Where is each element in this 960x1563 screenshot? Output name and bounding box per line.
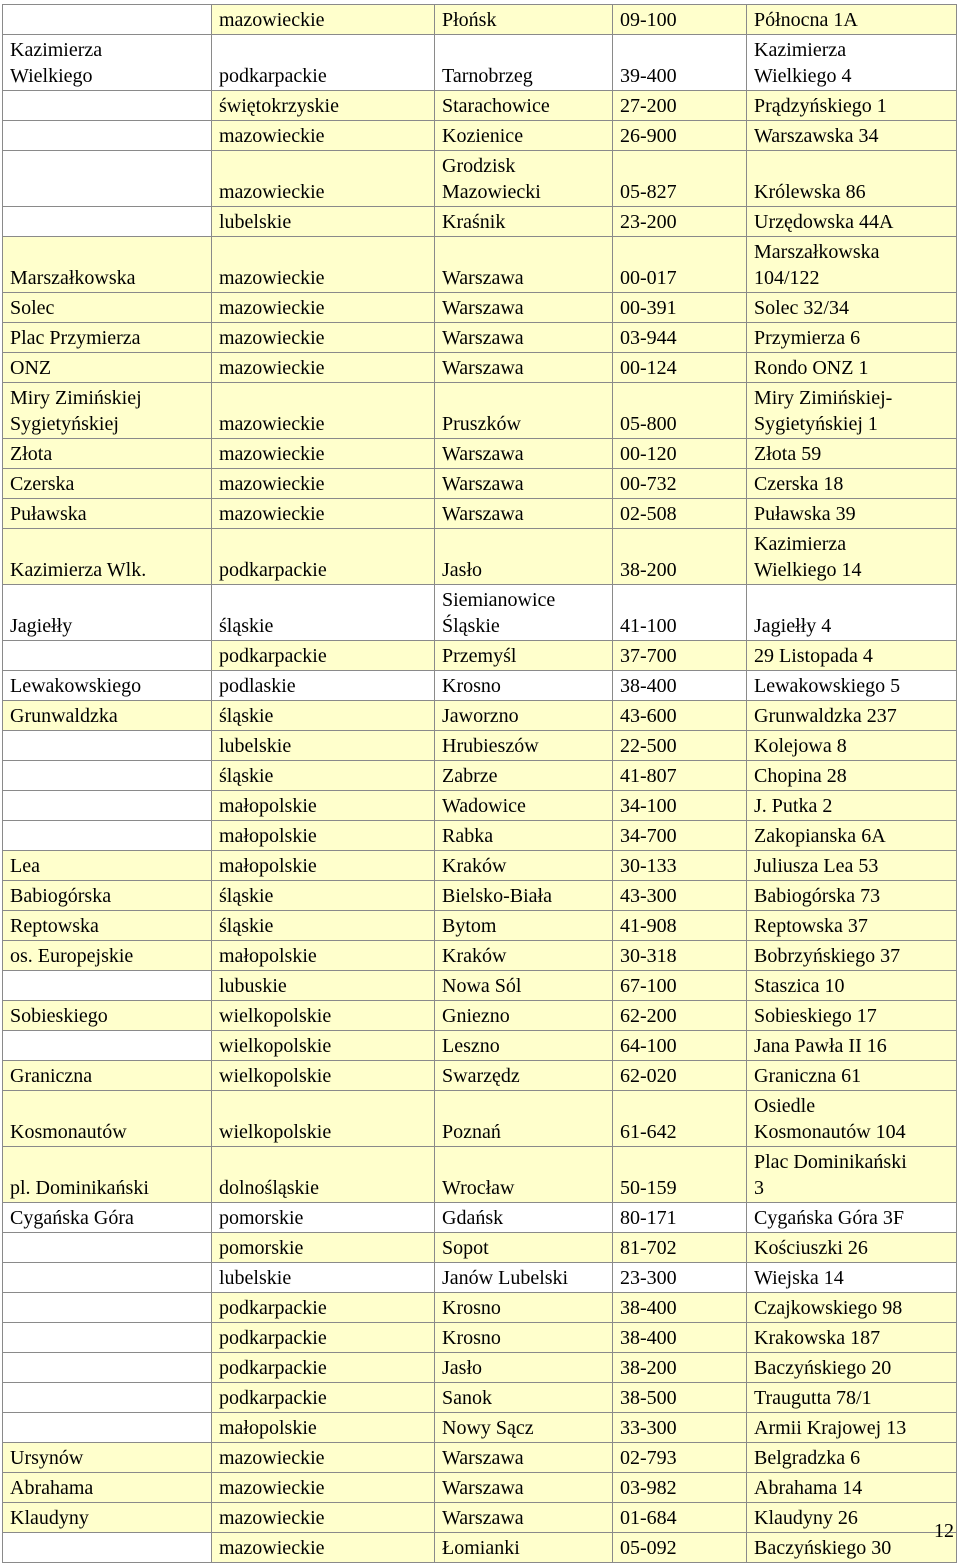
street-cell: Jagiełły [3, 585, 212, 641]
street-cell [3, 731, 212, 761]
street-cell: Graniczna [3, 1061, 212, 1091]
city-cell: Łomianki [435, 1533, 613, 1563]
table-row [3, 529, 957, 585]
postal-code-cell: 38-200 [613, 529, 747, 585]
table-row [3, 121, 957, 151]
city-cell: Krosno [435, 1293, 613, 1323]
voivodeship-cell: pomorskie [212, 1233, 435, 1263]
postal-code-cell: 41-807 [613, 761, 747, 791]
city-cell: Krosno [435, 671, 613, 701]
city-cell: Siemianowice Śląskie [435, 585, 613, 641]
postal-code-cell: 43-300 [613, 881, 747, 911]
address-cell: Jana Pawła II 16 [747, 1031, 957, 1061]
postal-code-cell: 30-133 [613, 851, 747, 881]
voivodeship-cell: śląskie [212, 701, 435, 731]
city-cell: Warszawa [435, 1503, 613, 1533]
voivodeship-cell: pomorskie [212, 1203, 435, 1233]
address-cell: Kolejowa 8 [747, 731, 957, 761]
address-cell: Czajkowskiego 98 [747, 1293, 957, 1323]
city-cell: Bytom [435, 911, 613, 941]
address-table-body [3, 5, 957, 1563]
voivodeship-cell: podkarpackie [212, 1353, 435, 1383]
postal-code-cell: 00-391 [613, 293, 747, 323]
address-cell: Warszawska 34 [747, 121, 957, 151]
street-cell [3, 1031, 212, 1061]
city-cell: Kraśnik [435, 207, 613, 237]
street-cell: Lea [3, 851, 212, 881]
table-row [3, 585, 957, 641]
address-cell: Jagiełły 4 [747, 585, 957, 641]
table-row [3, 821, 957, 851]
address-cell: Prądzyńskiego 1 [747, 91, 957, 121]
postal-code-cell: 00-120 [613, 439, 747, 469]
address-cell: Solec 32/34 [747, 293, 957, 323]
street-cell: Reptowska [3, 911, 212, 941]
street-cell: Miry Zimińskiej Sygietyńskiej [3, 383, 212, 439]
table-row [3, 851, 957, 881]
table-row [3, 1203, 957, 1233]
street-cell [3, 791, 212, 821]
voivodeship-cell: mazowieckie [212, 499, 435, 529]
table-row [3, 1473, 957, 1503]
postal-code-cell: 61-642 [613, 1091, 747, 1147]
street-cell: Złota [3, 439, 212, 469]
city-cell: Krosno [435, 1323, 613, 1353]
voivodeship-cell: lubelskie [212, 207, 435, 237]
address-cell: Krakowska 187 [747, 1323, 957, 1353]
voivodeship-cell: podkarpackie [212, 1323, 435, 1353]
postal-code-cell: 02-508 [613, 499, 747, 529]
postal-code-cell: 33-300 [613, 1413, 747, 1443]
postal-code-cell: 26-900 [613, 121, 747, 151]
table-row [3, 1383, 957, 1413]
address-cell: Armii Krajowej 13 [747, 1413, 957, 1443]
table-row [3, 1091, 957, 1147]
address-cell: Miry Zimińskiej- Sygietyńskiej 1 [747, 383, 957, 439]
address-cell: Reptowska 37 [747, 911, 957, 941]
voivodeship-cell: mazowieckie [212, 237, 435, 293]
city-cell: Wrocław [435, 1147, 613, 1203]
address-cell: Puławska 39 [747, 499, 957, 529]
table-row [3, 1533, 957, 1563]
table-row [3, 5, 957, 35]
postal-code-cell: 00-124 [613, 353, 747, 383]
voivodeship-cell: podkarpackie [212, 529, 435, 585]
table-row [3, 1061, 957, 1091]
voivodeship-cell: mazowieckie [212, 323, 435, 353]
city-cell: Wadowice [435, 791, 613, 821]
address-cell: Przymierza 6 [747, 323, 957, 353]
address-cell: Czerska 18 [747, 469, 957, 499]
postal-code-cell: 02-793 [613, 1443, 747, 1473]
street-cell [3, 121, 212, 151]
city-cell: Jasło [435, 529, 613, 585]
postal-code-cell: 41-100 [613, 585, 747, 641]
city-cell: Sanok [435, 1383, 613, 1413]
city-cell: Warszawa [435, 1443, 613, 1473]
postal-code-cell: 50-159 [613, 1147, 747, 1203]
address-cell: Plac Dominikański 3 [747, 1147, 957, 1203]
address-cell: Północna 1A [747, 5, 957, 35]
street-cell: Kosmonautów [3, 1091, 212, 1147]
voivodeship-cell: wielkopolskie [212, 1091, 435, 1147]
voivodeship-cell: małopolskie [212, 941, 435, 971]
address-cell: Bobrzyńskiego 37 [747, 941, 957, 971]
table-row [3, 1293, 957, 1323]
address-cell: Baczyńskiego 20 [747, 1353, 957, 1383]
voivodeship-cell: małopolskie [212, 1413, 435, 1443]
voivodeship-cell: podkarpackie [212, 1383, 435, 1413]
address-cell: Chopina 28 [747, 761, 957, 791]
postal-code-cell: 03-944 [613, 323, 747, 353]
postal-code-cell: 34-700 [613, 821, 747, 851]
postal-code-cell: 43-600 [613, 701, 747, 731]
street-cell: Kazimierza Wlk. [3, 529, 212, 585]
street-cell [3, 1293, 212, 1323]
table-row [3, 1443, 957, 1473]
street-cell [3, 207, 212, 237]
city-cell: Leszno [435, 1031, 613, 1061]
street-cell: Ursynów [3, 1443, 212, 1473]
street-cell [3, 971, 212, 1001]
voivodeship-cell: podkarpackie [212, 641, 435, 671]
voivodeship-cell: dolnośląskie [212, 1147, 435, 1203]
city-cell: Warszawa [435, 293, 613, 323]
city-cell: Gdańsk [435, 1203, 613, 1233]
address-cell: Wiejska 14 [747, 1263, 957, 1293]
voivodeship-cell: podkarpackie [212, 1293, 435, 1323]
voivodeship-cell: podlaskie [212, 671, 435, 701]
postal-code-cell: 05-800 [613, 383, 747, 439]
table-row [3, 293, 957, 323]
postal-code-cell: 09-100 [613, 5, 747, 35]
address-cell: Kazimierza Wielkiego 14 [747, 529, 957, 585]
voivodeship-cell: lubelskie [212, 1263, 435, 1293]
street-cell [3, 1233, 212, 1263]
city-cell: Poznań [435, 1091, 613, 1147]
city-cell: Starachowice [435, 91, 613, 121]
city-cell: Hrubieszów [435, 731, 613, 761]
address-cell: Traugutta 78/1 [747, 1383, 957, 1413]
street-cell [3, 151, 212, 207]
postal-code-cell: 81-702 [613, 1233, 747, 1263]
address-cell: Kościuszki 26 [747, 1233, 957, 1263]
city-cell: Swarzędz [435, 1061, 613, 1091]
table-row [3, 353, 957, 383]
address-cell: Kazimierza Wielkiego 4 [747, 35, 957, 91]
postal-code-cell: 37-700 [613, 641, 747, 671]
city-cell: Warszawa [435, 1473, 613, 1503]
voivodeship-cell: mazowieckie [212, 469, 435, 499]
address-cell: Sobieskiego 17 [747, 1001, 957, 1031]
address-cell: Baczyńskiego 30 [747, 1533, 957, 1563]
street-cell: Sobieskiego [3, 1001, 212, 1031]
table-row [3, 469, 957, 499]
city-cell: Jasło [435, 1353, 613, 1383]
city-cell: Jaworzno [435, 701, 613, 731]
address-cell: Klaudyny 26 [747, 1503, 957, 1533]
table-row [3, 1233, 957, 1263]
voivodeship-cell: mazowieckie [212, 151, 435, 207]
street-cell [3, 5, 212, 35]
postal-code-cell: 38-500 [613, 1383, 747, 1413]
postal-code-cell: 05-092 [613, 1533, 747, 1563]
postal-code-cell: 38-400 [613, 671, 747, 701]
street-cell: Cygańska Góra [3, 1203, 212, 1233]
voivodeship-cell: mazowieckie [212, 1533, 435, 1563]
postal-code-cell: 23-300 [613, 1263, 747, 1293]
city-cell: Nowa Sól [435, 971, 613, 1001]
address-cell: Lewakowskiego 5 [747, 671, 957, 701]
postal-code-cell: 38-400 [613, 1323, 747, 1353]
voivodeship-cell: mazowieckie [212, 293, 435, 323]
table-row [3, 35, 957, 91]
voivodeship-cell: mazowieckie [212, 383, 435, 439]
voivodeship-cell: świętokrzyskie [212, 91, 435, 121]
voivodeship-cell: mazowieckie [212, 439, 435, 469]
voivodeship-cell: mazowieckie [212, 1473, 435, 1503]
address-cell: Abrahama 14 [747, 1473, 957, 1503]
postal-code-cell: 62-020 [613, 1061, 747, 1091]
table-row [3, 1147, 957, 1203]
postal-code-cell: 39-400 [613, 35, 747, 91]
city-cell: Warszawa [435, 469, 613, 499]
city-cell: Janów Lubelski [435, 1263, 613, 1293]
voivodeship-cell: mazowieckie [212, 1503, 435, 1533]
city-cell: Sopot [435, 1233, 613, 1263]
postal-code-cell: 03-982 [613, 1473, 747, 1503]
voivodeship-cell: małopolskie [212, 851, 435, 881]
voivodeship-cell: małopolskie [212, 821, 435, 851]
address-cell: Grunwaldzka 237 [747, 701, 957, 731]
street-cell: Plac Przymierza [3, 323, 212, 353]
table-row [3, 1001, 957, 1031]
postal-code-cell: 38-200 [613, 1353, 747, 1383]
city-cell: Rabka [435, 821, 613, 851]
street-cell: Abrahama [3, 1473, 212, 1503]
street-cell: pl. Dominikański [3, 1147, 212, 1203]
address-cell: Graniczna 61 [747, 1061, 957, 1091]
city-cell: Warszawa [435, 237, 613, 293]
street-cell [3, 91, 212, 121]
postal-code-cell: 22-500 [613, 731, 747, 761]
address-cell: Staszica 10 [747, 971, 957, 1001]
voivodeship-cell: lubuskie [212, 971, 435, 1001]
city-cell: Grodzisk Mazowiecki [435, 151, 613, 207]
city-cell: Przemyśl [435, 641, 613, 671]
postal-code-cell: 23-200 [613, 207, 747, 237]
postal-code-cell: 30-318 [613, 941, 747, 971]
street-cell [3, 1383, 212, 1413]
city-cell: Kraków [435, 941, 613, 971]
city-cell: Płońsk [435, 5, 613, 35]
street-cell: Solec [3, 293, 212, 323]
city-cell: Zabrze [435, 761, 613, 791]
postal-code-cell: 01-684 [613, 1503, 747, 1533]
city-cell: Kozienice [435, 121, 613, 151]
table-row [3, 1413, 957, 1443]
table-row [3, 91, 957, 121]
address-cell: Rondo ONZ 1 [747, 353, 957, 383]
street-cell: Puławska [3, 499, 212, 529]
table-row [3, 1353, 957, 1383]
street-cell [3, 1353, 212, 1383]
city-cell: Warszawa [435, 499, 613, 529]
table-row [3, 641, 957, 671]
city-cell: Tarnobrzeg [435, 35, 613, 91]
voivodeship-cell: śląskie [212, 911, 435, 941]
city-cell: Nowy Sącz [435, 1413, 613, 1443]
table-row [3, 207, 957, 237]
table-row [3, 1263, 957, 1293]
voivodeship-cell: mazowieckie [212, 5, 435, 35]
street-cell [3, 1413, 212, 1443]
postal-code-cell: 05-827 [613, 151, 747, 207]
address-cell: Belgradzka 6 [747, 1443, 957, 1473]
table-row [3, 971, 957, 1001]
postal-code-cell: 67-100 [613, 971, 747, 1001]
address-cell: J. Putka 2 [747, 791, 957, 821]
table-row [3, 499, 957, 529]
address-cell: Cygańska Góra 3F [747, 1203, 957, 1233]
city-cell: Bielsko-Biała [435, 881, 613, 911]
table-row [3, 671, 957, 701]
voivodeship-cell: mazowieckie [212, 1443, 435, 1473]
voivodeship-cell: mazowieckie [212, 121, 435, 151]
street-cell: Czerska [3, 469, 212, 499]
postal-code-cell: 00-017 [613, 237, 747, 293]
table-row [3, 383, 957, 439]
page-number: 12 [934, 1520, 954, 1542]
voivodeship-cell: wielkopolskie [212, 1001, 435, 1031]
address-cell: Urzędowska 44A [747, 207, 957, 237]
voivodeship-cell: wielkopolskie [212, 1061, 435, 1091]
street-cell: Klaudyny [3, 1503, 212, 1533]
address-cell: Babiogórska 73 [747, 881, 957, 911]
street-cell: os. Europejskie [3, 941, 212, 971]
city-cell: Kraków [435, 851, 613, 881]
postal-code-cell: 34-100 [613, 791, 747, 821]
postal-code-cell: 00-732 [613, 469, 747, 499]
address-cell: Zakopianska 6A [747, 821, 957, 851]
voivodeship-cell: podkarpackie [212, 35, 435, 91]
street-cell [3, 821, 212, 851]
table-row [3, 701, 957, 731]
street-cell [3, 1533, 212, 1563]
voivodeship-cell: małopolskie [212, 791, 435, 821]
street-cell: Lewakowskiego [3, 671, 212, 701]
city-cell: Pruszków [435, 383, 613, 439]
table-row [3, 881, 957, 911]
city-cell: Warszawa [435, 323, 613, 353]
address-cell: Królewska 86 [747, 151, 957, 207]
street-cell [3, 761, 212, 791]
table-row [3, 731, 957, 761]
street-cell [3, 1263, 212, 1293]
table-row [3, 237, 957, 293]
street-cell: Babiogórska [3, 881, 212, 911]
table-row [3, 761, 957, 791]
address-cell: 29 Listopada 4 [747, 641, 957, 671]
table-row [3, 1031, 957, 1061]
street-cell: ONZ [3, 353, 212, 383]
address-cell: Marszałkowska 104/122 [747, 237, 957, 293]
postal-code-cell: 38-400 [613, 1293, 747, 1323]
city-cell: Gniezno [435, 1001, 613, 1031]
address-cell: Osiedle Kosmonautów 104 [747, 1091, 957, 1147]
postal-code-cell: 27-200 [613, 91, 747, 121]
table-row [3, 1503, 957, 1533]
postal-code-cell: 41-908 [613, 911, 747, 941]
voivodeship-cell: wielkopolskie [212, 1031, 435, 1061]
postal-code-cell: 80-171 [613, 1203, 747, 1233]
table-row [3, 439, 957, 469]
street-cell [3, 1323, 212, 1353]
voivodeship-cell: śląskie [212, 585, 435, 641]
table-row [3, 1323, 957, 1353]
address-cell: Juliusza Lea 53 [747, 851, 957, 881]
table-row [3, 941, 957, 971]
postal-code-cell: 62-200 [613, 1001, 747, 1031]
street-cell: Grunwaldzka [3, 701, 212, 731]
table-row [3, 791, 957, 821]
table-row [3, 323, 957, 353]
city-cell: Warszawa [435, 353, 613, 383]
street-cell [3, 641, 212, 671]
street-cell: Marszałkowska [3, 237, 212, 293]
voivodeship-cell: śląskie [212, 761, 435, 791]
address-cell: Złota 59 [747, 439, 957, 469]
voivodeship-cell: mazowieckie [212, 353, 435, 383]
city-cell: Warszawa [435, 439, 613, 469]
postal-code-cell: 64-100 [613, 1031, 747, 1061]
voivodeship-cell: lubelskie [212, 731, 435, 761]
table-row [3, 151, 957, 207]
street-cell: Kazimierza Wielkiego [3, 35, 212, 91]
table-row [3, 911, 957, 941]
voivodeship-cell: śląskie [212, 881, 435, 911]
address-table [2, 4, 957, 1563]
